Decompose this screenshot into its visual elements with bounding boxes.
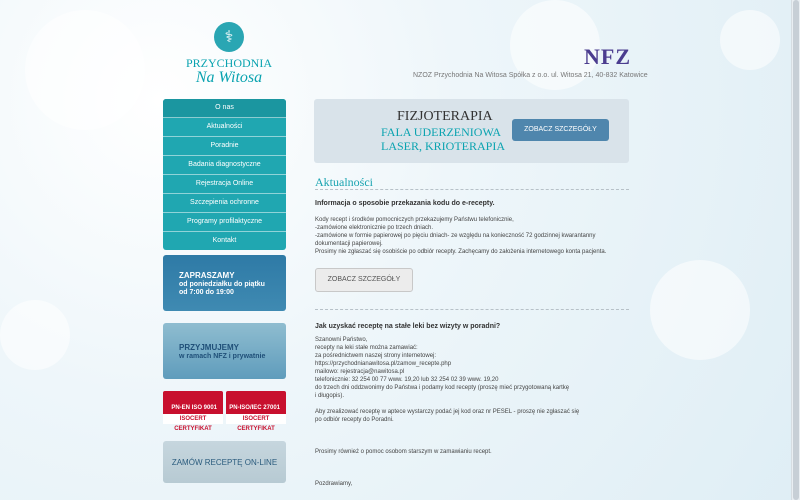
menu-item-aktualnosci[interactable]: Aktualności — [163, 118, 286, 137]
order-prescription-button[interactable]: ZAMÓW RECEPTĘ ON-LINE — [163, 441, 286, 483]
divider — [315, 189, 629, 190]
nfz-logo: NFZ — [584, 44, 631, 69]
accept-line1: w ramach NFZ i prywatnie — [179, 353, 266, 360]
menu-item-programy[interactable]: Programy profilaktyczne — [163, 213, 286, 232]
logo-name-line1: PRZYCHODNIA — [185, 56, 272, 70]
banner-details-button[interactable]: ZOBACZ SZCZEGÓŁY — [512, 119, 609, 141]
news-title: Informacja o sposobie przekazania kodu do e-recepty. — [315, 200, 495, 207]
cert2-label: PN-ISO/IEC 27001 — [229, 405, 280, 411]
accept-banner — [163, 323, 286, 379]
banner-sub1: FALA UDERZENIOWA — [381, 125, 502, 139]
iso-cert-27001 — [226, 391, 286, 432]
hours-line1: od poniedziałku do piątku — [179, 281, 265, 288]
address: NZOZ Przychodnia Na Witosa Spółka z o.o. ul. Witosa 21, 40-832 Katowice — [413, 72, 648, 79]
news-body — [315, 216, 629, 256]
hours-line2: od 7:00 do 19:00 — [179, 289, 234, 296]
menu-item-o-nas[interactable]: O nas — [163, 99, 286, 118]
bokeh-4 — [0, 300, 70, 370]
news-title: Jak uzyskać receptę na stałe leki bez wizyty w poradni? — [315, 323, 501, 330]
banner-sub2: LASER, KRIOTERAPIA — [381, 139, 506, 153]
hours-title: ZAPRASZAMY — [179, 271, 235, 280]
iso-cert-9001 — [163, 391, 223, 432]
bokeh-3 — [650, 260, 750, 360]
news-body-text: Szanowni Państwo, recepty na leki stałe można zamawiać: za pośrednictwem naszej strony internetowej: https://przychodnianawitosa.pl/zamow_recepte.php mailowo: rejestracja@nawitosa.pl telefonicznie: 32 254 00 77 www. 19,20 lub 32 254 02 39 www. 19,20 do trzech dni oddzwonimy do Państwa i podamy kod recepty (proszę mieć przygotowaną kartkę i długopis). Aby zrealizować receptę w aptece wystarczy podać jej kod oraz nr PESEL - proszę nie zgłaszać się po odbiór recepty do Poradni. Prosimy również o pomoc osobom starszym w zamawianiu recept. Pozdrawiamy, — [315, 337, 580, 487]
cert1-label: PN-EN ISO 9001 — [171, 405, 217, 411]
caduceus-icon: ⚕ — [214, 22, 244, 52]
menu-item-badania[interactable]: Badania diagnostyczne — [163, 156, 286, 175]
cert1-text: ISOCERT CERTYFIKAT — [163, 414, 223, 424]
scrollbar-thumb[interactable] — [793, 0, 799, 500]
news-body-text: Kody recept i środków pomocniczych przekazujemy Państwu telefonicznie, -zamówione elektronicznie po trzech dniach. -zamówione w formie papierowej po pięciu dniach- ze względu na konieczność 72 godzinnej kwarantanny dokumentacji papierowej. Prosimy nie zgłaszać się osobiście po odbiór recepty. Zachęcamy do założenia internetowego konta pacjenta. — [315, 217, 607, 255]
physio-banner — [314, 99, 629, 163]
menu-item-kontakt[interactable]: Kontakt — [212, 237, 237, 244]
menu-item-szczepienia[interactable]: Szczepienia ochronne — [163, 194, 286, 213]
logo-name-line2: Na Witosa — [195, 69, 263, 86]
news-details-button[interactable]: ZOBACZ SZCZEGÓŁY — [315, 268, 413, 292]
divider — [315, 309, 629, 310]
accept-title: PRZYJMUJEMY — [179, 343, 240, 352]
bokeh-5 — [720, 10, 780, 70]
logo[interactable] — [184, 22, 274, 87]
news-body — [315, 336, 629, 488]
main-menu — [163, 99, 286, 250]
menu-item-poradnie[interactable]: Poradnie — [163, 137, 286, 156]
section-title: Aktualności — [315, 175, 373, 189]
banner-title: FIZJOTERAPIA — [397, 109, 493, 124]
scrollbar[interactable] — [791, 0, 800, 500]
menu-item-rejestracja[interactable]: Rejestracja Online — [163, 175, 286, 194]
hours-banner — [163, 255, 286, 311]
cert2-text: ISOCERT CERTYFIKAT — [226, 414, 286, 424]
bokeh-1 — [25, 10, 145, 130]
